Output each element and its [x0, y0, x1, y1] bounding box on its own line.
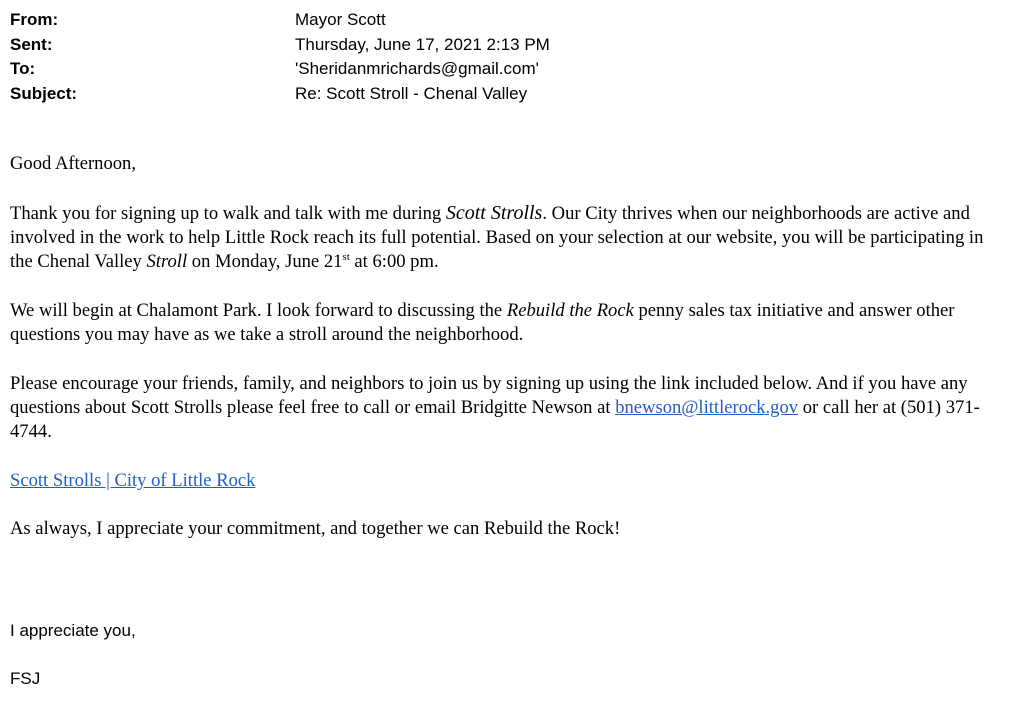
p1-text-d: at 6:00 pm. [349, 251, 439, 273]
sent-row [10, 33, 1010, 58]
sent-label: Sent: [10, 34, 53, 54]
p1-text-b: . Our City thrives when our neighborhoods are active and involved in the work to help Little Rock reach its full potential. Based on your selection at our website, you will be participating in the Chenal Valley [10, 202, 984, 273]
from-value: Mayor Scott [295, 10, 386, 29]
greeting-text: Good Afternoon, [10, 153, 137, 174]
from-label: From: [10, 10, 59, 29]
paragraph-encourage [10, 372, 1010, 445]
signature-line-2: FSJ [10, 669, 41, 688]
p1-emphasis-stroll: Stroll [146, 251, 188, 273]
to-label: To: [10, 59, 36, 78]
p1-text-a: Thank you for signing up to walk and talk with me during [10, 202, 446, 224]
p1-ordinal-suffix: st [342, 251, 350, 263]
p1-text-c: on Monday, June 21 [187, 251, 343, 273]
to-value: 'Sheridanmrichards@gmail.com' [295, 59, 539, 78]
p2-text-b: penny sales tax initiative and answer other questions you may have as we take a stroll around the neighborhood. [10, 299, 955, 346]
p3-text-a: Please encourage your friends, family, and neighbors to join us by signing up using the link included below. And if you have any questions about Scott Strolls please feel free to call or email Bridgitte Newson at [10, 372, 968, 418]
to-row [10, 57, 1010, 82]
scott-strolls-link[interactable]: Scott Strolls | City of Little Rock [10, 469, 256, 491]
p1-emphasis-scott-strolls: Scott Strolls [445, 201, 543, 224]
subject-label: Subject: [10, 83, 78, 103]
sent-value: Thursday, June 17, 2021 2:13 PM [295, 34, 550, 54]
subject-value: Re: Scott Stroll - Chenal Valley [295, 83, 528, 103]
paragraph-link [10, 469, 1010, 493]
p2-text-a: We will begin at Chalamont Park. I look forward to discussing the [10, 299, 507, 321]
greeting [10, 152, 1010, 176]
paragraph-location [10, 299, 1010, 348]
email-body [10, 152, 1010, 566]
paragraph-closing [10, 517, 1010, 541]
closing-text: As always, I appreciate your commitment, and together we can Rebuild the Rock! [10, 518, 621, 540]
paragraph-invitation [10, 201, 1010, 275]
p2-emphasis-rebuild: Rebuild the Rock [506, 299, 634, 321]
email-link-bnewson[interactable]: bnewson@littlerock.gov [615, 396, 799, 418]
signature-line-1: I appreciate you, [10, 621, 136, 640]
from-row [10, 8, 1010, 33]
subject-row [10, 82, 1010, 107]
p3-text-b: or call her at (501) 371-4744. [10, 396, 980, 443]
email-header [10, 8, 1010, 106]
